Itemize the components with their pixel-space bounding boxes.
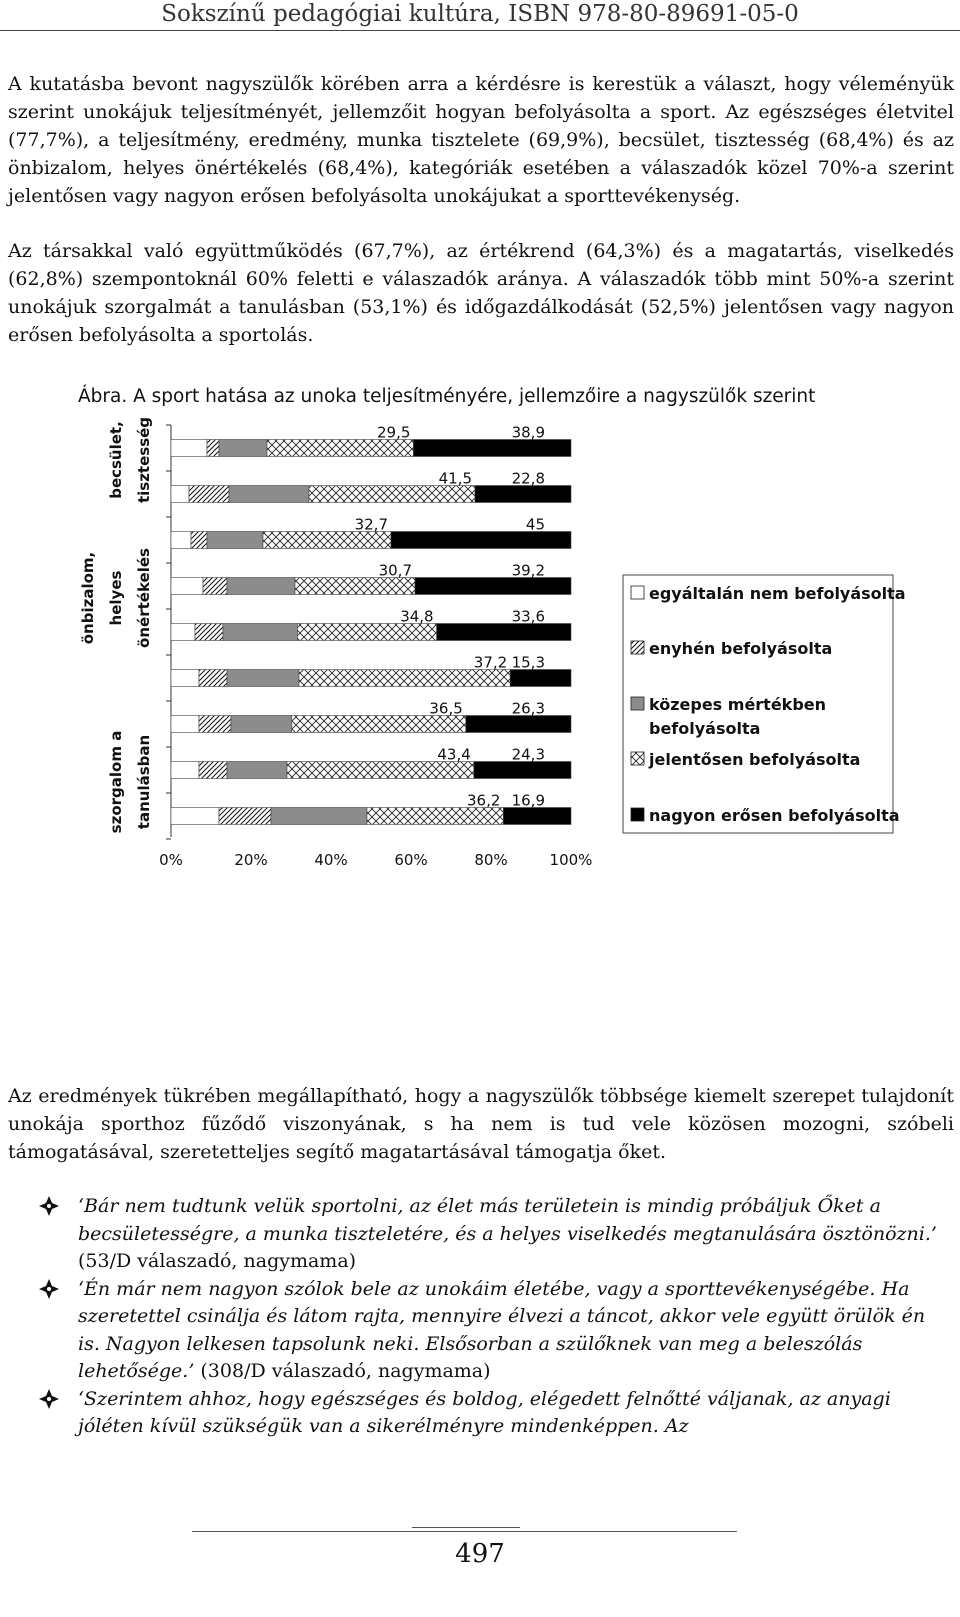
- bar-segment: [171, 532, 191, 549]
- y-category-label: tanulásban: [135, 734, 153, 830]
- legend-label: közepes mértékben: [649, 695, 827, 714]
- data-label: 22,8: [511, 469, 545, 488]
- bar-segment: [227, 762, 287, 779]
- quote-source: (53/D válaszadó, nagymama): [78, 1250, 357, 1272]
- diamond-bullet-icon: [38, 1278, 60, 1300]
- bar-segment: [267, 440, 413, 457]
- bar-segment: [413, 440, 571, 457]
- data-label: 34,8: [400, 607, 434, 626]
- data-label: 39,2: [511, 561, 545, 580]
- bar-segment: [171, 762, 199, 779]
- bar-segment: [503, 808, 571, 825]
- bar-segment: [309, 486, 475, 503]
- bar-segment: [171, 808, 219, 825]
- bar-segment: [203, 578, 227, 595]
- x-tick-label: 40%: [314, 851, 348, 869]
- data-label: 16,9: [511, 791, 545, 810]
- bar-segment: [219, 808, 271, 825]
- data-label: 15,3: [511, 653, 545, 672]
- y-category-label: önbizalom,: [79, 551, 97, 645]
- x-tick-label: 100%: [549, 851, 593, 869]
- quote-list: [0, 1193, 960, 1441]
- bar-segment: [223, 624, 297, 641]
- legend-swatch: [631, 752, 644, 765]
- quote-text: ‘Szerintem ahhoz, hogy egészséges és boldog, elégedett felnőtté váljanak, az anyagi jóléten kívül szükségük van a sikerélményre mindenképpen. Az: [78, 1387, 891, 1437]
- legend-swatch: [631, 586, 644, 599]
- x-tick-label: 60%: [394, 851, 428, 869]
- bar-segment: [295, 578, 415, 595]
- bar-segment: [171, 624, 195, 641]
- data-label: 36,5: [429, 699, 463, 718]
- bar-segment: [466, 716, 571, 733]
- data-label: 32,7: [354, 515, 388, 534]
- legend-swatch: [631, 641, 644, 654]
- quote-item: [0, 1386, 938, 1441]
- bar-segment: [171, 670, 199, 687]
- bar-segment: [189, 486, 229, 503]
- bar-segment: [207, 440, 219, 457]
- legend-label: enyhén befolyásolta: [649, 639, 833, 658]
- bar-segment: [231, 716, 292, 733]
- paragraph-intro: A kutatásba bevont nagyszülők körében arra a kérdésre is kerestük a választ, hogy véleményük szerint unokájuk teljesítményét, jellemzőit hogyan befolyásolta a sport. Az egészséges életvitel (77,7%), a teljesítmény, eredmény, munka tisztelete (69,9%), becsület, tisztesség (68,4%) és az önbizalom, helyes önértékelés (68,4%), kategóriák esetében a válaszadók közel 70%-a szerint jelentősen vagy nagyon erősen befolyásolta unokájukat a sporttevékenység.: [8, 73, 954, 207]
- x-tick-label: 80%: [474, 851, 508, 869]
- bar-segment: [191, 532, 207, 549]
- bar-segment: [171, 486, 189, 503]
- bar-segment: [195, 624, 223, 641]
- bar-segment: [199, 716, 231, 733]
- paragraph-conclusion: Az eredmények tükrében megállapítható, hogy a nagyszülők többsége kiemelt szerepet tulajdonít unokája sporthoz fűződő viszonyának, s ha nem is tud vele közösen mozogni, szóbeli támogatásával, szeretetteljes segítő magatartásával támogatja őket.: [8, 1085, 954, 1163]
- data-label: 36,2: [466, 791, 501, 810]
- y-category-label: önértékelés: [135, 548, 153, 648]
- y-category-label: szorgalom a: [107, 730, 125, 834]
- legend-label: egyáltalán nem befolyásolta: [649, 584, 906, 603]
- legend-label: befolyásolta: [649, 719, 761, 738]
- bar-segment: [207, 532, 263, 549]
- bar-segment: [229, 486, 309, 503]
- y-category-label: helyes: [107, 570, 125, 626]
- paragraph-results: Az társakkal való együttműködés (67,7%), az értékrend (64,3%) és a magatartás, viselkedés (62,8%) szempontoknál 60% feletti e válaszadók aránya. A válaszadók több mint 50%-a szerint unokájuk szorgalmát a tanulásban (53,1%) és időgazdálkodását (52,5%) jelentősen vagy nagyon erősen befolyásolta a sportolás.: [8, 240, 954, 346]
- bar-segment: [287, 762, 474, 779]
- header-rule: [0, 30, 960, 31]
- bar-segment: [474, 762, 571, 779]
- bar-segment: [263, 532, 391, 549]
- legend-label: nagyon erősen befolyásolta: [649, 806, 900, 825]
- data-label: 33,6: [511, 607, 545, 626]
- bar-segment: [227, 670, 299, 687]
- bar-segment: [391, 532, 571, 549]
- bar-segment: [475, 486, 571, 503]
- data-label: 43,4: [437, 745, 471, 764]
- bar-segment: [171, 440, 207, 457]
- data-label: 29,5: [376, 423, 411, 442]
- bar-segment: [437, 624, 571, 641]
- bar-segment: [367, 808, 503, 825]
- diamond-bullet-icon: [38, 1388, 60, 1410]
- bar-segment: [199, 762, 227, 779]
- quote-text: ‘Én már nem nagyon szólok bele az unokáim életébe, vagy a sporttevékenységébe. Ha szeretettel csinálja és látom rajta, mennyire élvezi a táncot, akkor vele együtt örülök én is. Nagyon lelkesen tapsolunk neki. Elsősorban a szülőknek van meg a beleszólás lehetősége.’: [78, 1277, 926, 1382]
- bar-segment: [299, 670, 510, 687]
- x-tick-label: 20%: [234, 851, 268, 869]
- y-category-label: becsület,: [107, 421, 125, 499]
- bar-segment: [171, 578, 203, 595]
- quote-text: ‘Bár nem tudtunk velük sportolni, az élet más területein is mindig próbáljuk Őket a becsületességre, a munka tiszteletére, és a helyes viselkedés megtanulására ösztönözni.’: [78, 1195, 937, 1245]
- data-label: 38,9: [511, 423, 545, 442]
- bar-segment: [219, 440, 267, 457]
- bar-segment: [510, 670, 571, 687]
- legend-swatch: [631, 808, 644, 821]
- data-label: 30,7: [378, 561, 412, 580]
- bar-segment: [227, 578, 295, 595]
- bar-segment: [271, 808, 367, 825]
- figure-caption: Ábra. A sport hatása az unoka teljesítményére, jellemzőire a nagyszülők szerint: [78, 386, 816, 407]
- bar-segment: [199, 670, 227, 687]
- legend-label: jelentősen befolyásolta: [649, 750, 861, 769]
- legend-swatch: [631, 697, 644, 710]
- quote-item: [0, 1193, 938, 1276]
- data-label: 37,2: [473, 653, 508, 672]
- stacked-bar-chart: [0, 405, 960, 875]
- data-label: 24,3: [511, 745, 545, 764]
- diamond-bullet-icon: [38, 1195, 60, 1217]
- quote-item: [0, 1276, 938, 1386]
- x-tick-label: 0%: [159, 851, 183, 869]
- page-number: 497: [455, 1539, 505, 1569]
- bar-segment: [171, 716, 199, 733]
- data-label: 41,5: [438, 469, 472, 488]
- running-header: Sokszínű pedagógiai kultúra, ISBN 978-80-89691-05-0: [161, 1, 799, 27]
- data-label: 26,3: [511, 699, 545, 718]
- footer-rule-short: [412, 1527, 520, 1528]
- footer-rule: [192, 1531, 737, 1532]
- bar-segment: [297, 624, 436, 641]
- quote-source: (308/D válaszadó, nagymama): [194, 1360, 491, 1382]
- bar-segment: [415, 578, 571, 595]
- bar-segment: [292, 716, 466, 733]
- y-category-label: tisztesség: [135, 416, 153, 504]
- data-label: 45: [525, 515, 545, 534]
